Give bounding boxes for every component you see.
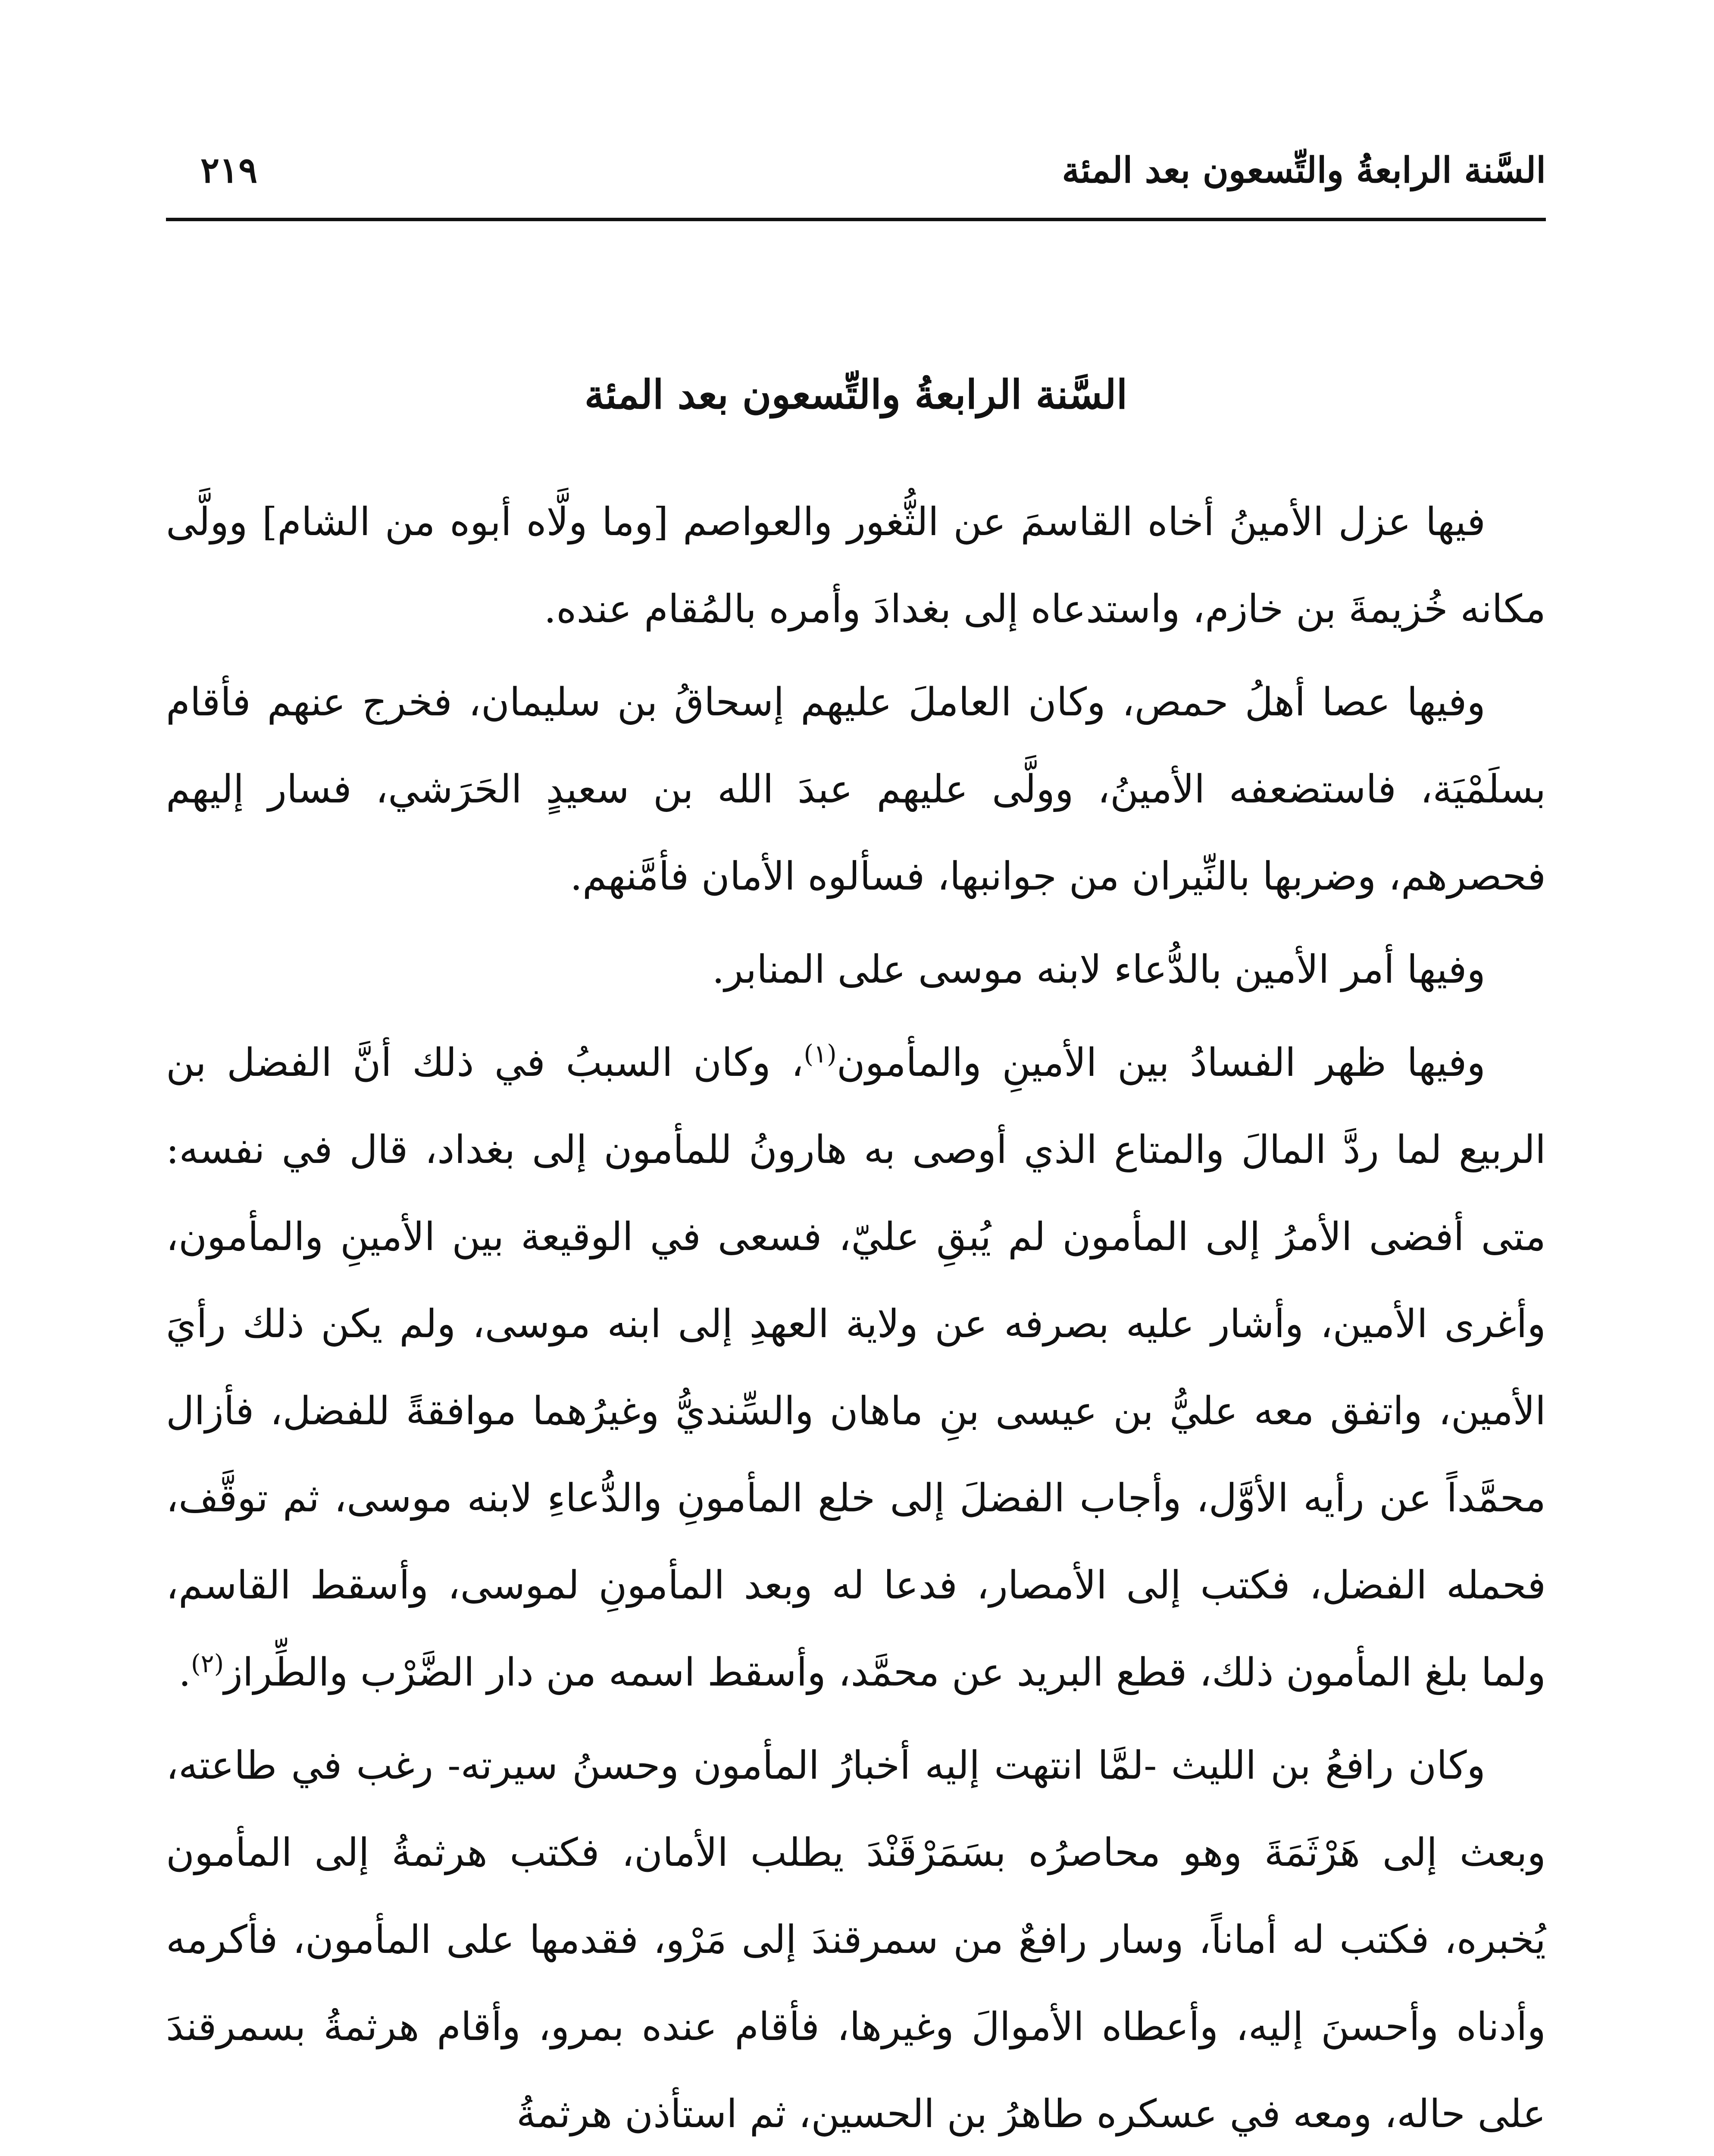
footnote-ref-2[interactable]: (٢): [191, 1649, 224, 1678]
paragraph-1: فيها عزل الأمينُ أخاه القاسمَ عن الثُّغور والعواصم [وما ولَّاه أبوه من الشام] وولَّى مكانه خُزيمةَ بن خازم، واستدعاه إلى بغدادَ وأمره بالمُقام عنده.: [166, 499, 1546, 632]
running-header: [166, 142, 1546, 198]
page-number: ٢١٩: [200, 150, 258, 191]
body-text: [166, 479, 1546, 2156]
paragraph-4: [166, 1019, 1546, 1716]
paragraph-4-middle: ، وكان السببُ في ذلك أنَّ الفضل بن الربيع لما ردَّ المالَ والمتاع الذي أوصى به هارونُ للمأمون إلى بغداد، قال في نفسه: متى أفضى الأمرُ إلى المأمون لم يُبقِ عليّ، فسعى في الوقيعة بين الأمينِ والمأمون، وأغرى الأمين، وأشار عليه بصرفه عن ولاية العهدِ إلى ابنه موسى، ولم يكن ذلك رأيَ الأمين، واتفق معه عليُّ بن عيسى بنِ ماهان والسِّنديُّ وغيرُهما موافقةً للفضل، فأزال محمَّداً عن رأيه الأوَّل، وأجاب الفضلَ إلى خلع المأمونِ والدُّعاءِ لابنه موسى، ثم توقَّف، فحمله الفضل، فكتب إلى الأمصار، فدعا له وبعد المأمونِ لموسى، وأسقط القاسم، ولما بلغ المأمون ذلك، قطع البريد عن محمَّد، وأسقط اسمه من دار الضَّرْب والطِّراز: [166, 1040, 1546, 1695]
paragraph-4-end: .: [178, 1650, 191, 1695]
paragraph-2: وفيها عصا أهلُ حمص، وكان العاملَ عليهم إسحاقُ بن سليمان، فخرج عنهم فأقام بسلَمْيَة، فاستضعفه الأمينُ، وولَّى عليهم عبدَ الله بن سعيدٍ الحَرَشي، فسار إليهم فحصرهم، وضربها بالنِّيران من جوانبها، فسألوه الأمان فأمَّنهم.: [166, 680, 1546, 899]
paragraph-5: وكان رافعُ بن الليث -لمَّا انتهت إليه أخبارُ المأمون وحسنُ سيرته- رغب في طاعته، وبعث إلى هَرْثَمَةَ وهو محاصرُه بسَمَرْقَنْدَ يطلب الأمان، فكتب هرثمةُ إلى المأمون يُخبره، فكتب له أماناً، وسار رافعٌ من سمرقندَ إلى مَرْو، فقدمها على المأمون، فأكرمه وأدناه وأحسنَ إليه، وأعطاه الأموالَ وغيرها، فأقام عنده بمرو، وأقام هرثمةُ بسمرقندَ على حاله، ومعه في عسكره طاهرُ بن الحسين، ثم استأذن هرثمةُ: [166, 1743, 1546, 2137]
header-divider: [166, 218, 1546, 221]
chapter-title: السَّنة الرابعةُ والتِّسعون بعد المئة: [584, 371, 1128, 418]
footnote-ref-1[interactable]: (١): [804, 1039, 837, 1069]
running-title: السَّنة الرابعةُ والتِّسعون بعد المئة: [1062, 150, 1546, 191]
paragraph-3: وفيها أمر الأمين بالدُّعاء لابنه موسى على المنابر.: [712, 947, 1486, 992]
paragraph-4-start: وفيها ظهر الفسادُ بين الأمينِ والمأمون: [836, 1040, 1486, 1085]
